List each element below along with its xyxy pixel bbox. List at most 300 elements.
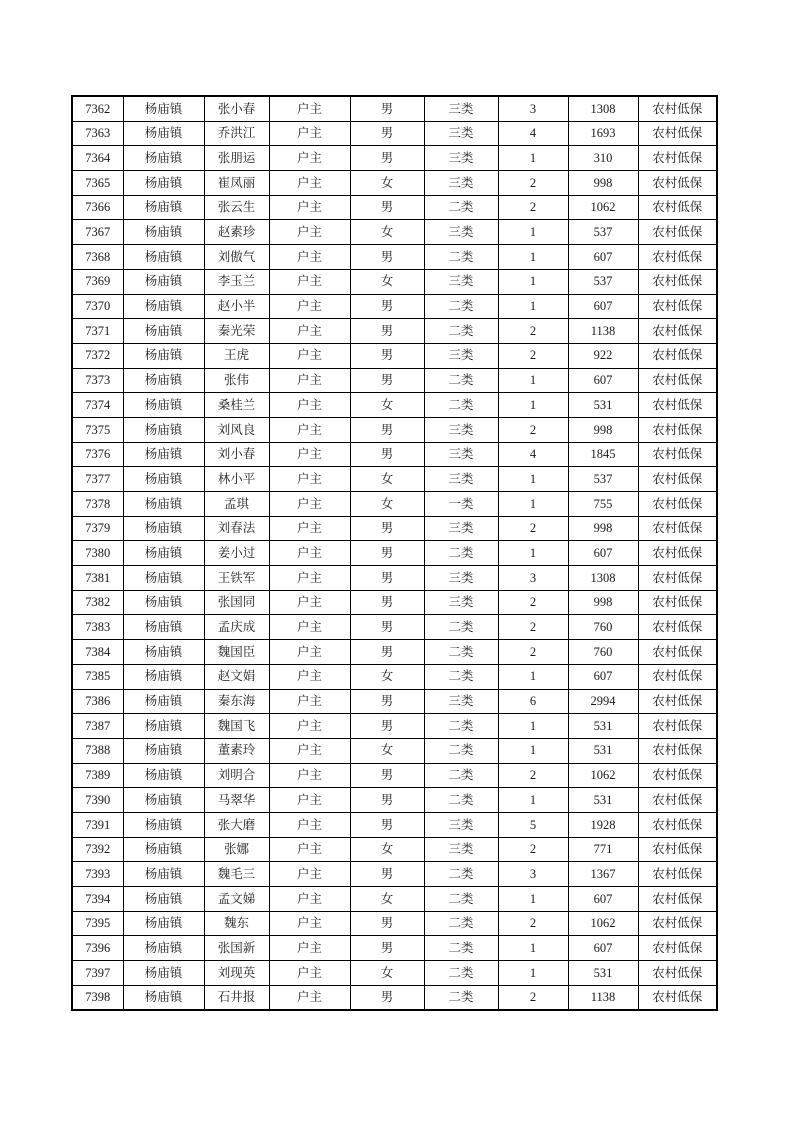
cell-name: 张国同	[204, 590, 269, 615]
cell-amount: 998	[568, 516, 638, 541]
cell-amount: 1062	[568, 911, 638, 936]
cell-name: 孟文娣	[204, 887, 269, 912]
cell-gender: 男	[350, 763, 424, 788]
cell-count: 2	[498, 590, 568, 615]
cell-amount: 607	[568, 887, 638, 912]
cell-id: 7370	[72, 294, 123, 319]
table-row	[72, 442, 717, 467]
cell-relation: 户主	[269, 146, 350, 171]
cell-town: 杨庙镇	[123, 640, 204, 665]
cell-town: 杨庙镇	[123, 911, 204, 936]
cell-count: 1	[498, 492, 568, 517]
cell-town: 杨庙镇	[123, 492, 204, 517]
cell-type: 农村低保	[638, 96, 717, 121]
cell-category: 二类	[424, 763, 498, 788]
cell-town: 杨庙镇	[123, 343, 204, 368]
cell-relation: 户主	[269, 738, 350, 763]
cell-relation: 户主	[269, 664, 350, 689]
cell-name: 张伟	[204, 368, 269, 393]
cell-count: 2	[498, 763, 568, 788]
table-row	[72, 887, 717, 912]
cell-category: 二类	[424, 294, 498, 319]
table-row	[72, 368, 717, 393]
cell-name: 孟庆成	[204, 615, 269, 640]
cell-relation: 户主	[269, 368, 350, 393]
table-row	[72, 467, 717, 492]
cell-relation: 户主	[269, 442, 350, 467]
cell-gender: 女	[350, 837, 424, 862]
cell-name: 李玉兰	[204, 269, 269, 294]
cell-category: 三类	[424, 417, 498, 442]
cell-category: 二类	[424, 887, 498, 912]
cell-relation: 户主	[269, 640, 350, 665]
cell-gender: 男	[350, 911, 424, 936]
cell-gender: 女	[350, 269, 424, 294]
table-row	[72, 837, 717, 862]
cell-count: 1	[498, 887, 568, 912]
cell-count: 1	[498, 714, 568, 739]
cell-name: 赵文娟	[204, 664, 269, 689]
cell-id: 7379	[72, 516, 123, 541]
cell-town: 杨庙镇	[123, 961, 204, 986]
cell-gender: 女	[350, 467, 424, 492]
table-row	[72, 121, 717, 146]
cell-name: 魏毛三	[204, 862, 269, 887]
cell-amount: 1308	[568, 96, 638, 121]
cell-id: 7371	[72, 319, 123, 344]
cell-amount: 1138	[568, 985, 638, 1010]
cell-gender: 男	[350, 96, 424, 121]
cell-town: 杨庙镇	[123, 245, 204, 270]
cell-count: 2	[498, 837, 568, 862]
cell-amount: 1308	[568, 566, 638, 591]
cell-name: 张云生	[204, 195, 269, 220]
cell-amount: 1367	[568, 862, 638, 887]
cell-category: 二类	[424, 368, 498, 393]
cell-count: 2	[498, 640, 568, 665]
cell-town: 杨庙镇	[123, 862, 204, 887]
table-row	[72, 171, 717, 196]
cell-type: 农村低保	[638, 664, 717, 689]
cell-type: 农村低保	[638, 936, 717, 961]
cell-category: 三类	[424, 442, 498, 467]
cell-count: 3	[498, 566, 568, 591]
cell-type: 农村低保	[638, 985, 717, 1010]
cell-id: 7377	[72, 467, 123, 492]
cell-name: 魏东	[204, 911, 269, 936]
cell-type: 农村低保	[638, 566, 717, 591]
cell-town: 杨庙镇	[123, 171, 204, 196]
cell-name: 张国新	[204, 936, 269, 961]
cell-amount: 607	[568, 664, 638, 689]
cell-gender: 男	[350, 566, 424, 591]
cell-count: 2	[498, 985, 568, 1010]
cell-type: 农村低保	[638, 911, 717, 936]
cell-name: 张大磨	[204, 812, 269, 837]
cell-id: 7366	[72, 195, 123, 220]
cell-category: 二类	[424, 319, 498, 344]
cell-relation: 户主	[269, 121, 350, 146]
cell-amount: 1138	[568, 319, 638, 344]
cell-type: 农村低保	[638, 640, 717, 665]
cell-gender: 男	[350, 862, 424, 887]
cell-name: 秦光荣	[204, 319, 269, 344]
cell-amount: 531	[568, 738, 638, 763]
cell-town: 杨庙镇	[123, 985, 204, 1010]
table-row	[72, 936, 717, 961]
cell-town: 杨庙镇	[123, 393, 204, 418]
cell-name: 乔洪江	[204, 121, 269, 146]
cell-name: 崔凤丽	[204, 171, 269, 196]
table-row	[72, 343, 717, 368]
cell-relation: 户主	[269, 171, 350, 196]
cell-name: 刘小春	[204, 442, 269, 467]
cell-count: 1	[498, 368, 568, 393]
cell-type: 农村低保	[638, 961, 717, 986]
cell-amount: 607	[568, 294, 638, 319]
cell-amount: 537	[568, 269, 638, 294]
cell-relation: 户主	[269, 343, 350, 368]
table-row	[72, 763, 717, 788]
cell-count: 1	[498, 393, 568, 418]
cell-amount: 755	[568, 492, 638, 517]
cell-type: 农村低保	[638, 146, 717, 171]
cell-amount: 531	[568, 788, 638, 813]
cell-gender: 女	[350, 220, 424, 245]
cell-category: 三类	[424, 96, 498, 121]
cell-category: 二类	[424, 961, 498, 986]
cell-type: 农村低保	[638, 442, 717, 467]
cell-town: 杨庙镇	[123, 788, 204, 813]
cell-amount: 607	[568, 245, 638, 270]
cell-gender: 女	[350, 492, 424, 517]
cell-gender: 女	[350, 393, 424, 418]
cell-id: 7374	[72, 393, 123, 418]
cell-town: 杨庙镇	[123, 96, 204, 121]
cell-name: 王铁军	[204, 566, 269, 591]
cell-amount: 760	[568, 640, 638, 665]
cell-category: 三类	[424, 837, 498, 862]
cell-category: 二类	[424, 615, 498, 640]
table-row	[72, 220, 717, 245]
cell-count: 1	[498, 146, 568, 171]
cell-id: 7368	[72, 245, 123, 270]
cell-name: 张小春	[204, 96, 269, 121]
cell-type: 农村低保	[638, 837, 717, 862]
cell-category: 三类	[424, 812, 498, 837]
cell-amount: 771	[568, 837, 638, 862]
cell-town: 杨庙镇	[123, 368, 204, 393]
cell-name: 刘现英	[204, 961, 269, 986]
cell-category: 三类	[424, 590, 498, 615]
cell-town: 杨庙镇	[123, 442, 204, 467]
cell-town: 杨庙镇	[123, 812, 204, 837]
cell-category: 二类	[424, 788, 498, 813]
cell-id: 7393	[72, 862, 123, 887]
table-row	[72, 985, 717, 1010]
table-row	[72, 689, 717, 714]
cell-relation: 户主	[269, 985, 350, 1010]
cell-gender: 男	[350, 442, 424, 467]
table-row	[72, 245, 717, 270]
cell-relation: 户主	[269, 615, 350, 640]
cell-name: 张娜	[204, 837, 269, 862]
cell-relation: 户主	[269, 936, 350, 961]
cell-name: 魏国臣	[204, 640, 269, 665]
cell-relation: 户主	[269, 837, 350, 862]
cell-category: 二类	[424, 862, 498, 887]
cell-type: 农村低保	[638, 171, 717, 196]
cell-id: 7376	[72, 442, 123, 467]
table-row	[72, 738, 717, 763]
cell-relation: 户主	[269, 541, 350, 566]
cell-town: 杨庙镇	[123, 714, 204, 739]
cell-count: 6	[498, 689, 568, 714]
cell-relation: 户主	[269, 714, 350, 739]
table-row	[72, 862, 717, 887]
cell-name: 董素玲	[204, 738, 269, 763]
cell-town: 杨庙镇	[123, 319, 204, 344]
cell-amount: 1062	[568, 763, 638, 788]
cell-gender: 男	[350, 417, 424, 442]
cell-amount: 537	[568, 467, 638, 492]
cell-type: 农村低保	[638, 492, 717, 517]
cell-town: 杨庙镇	[123, 936, 204, 961]
cell-id: 7387	[72, 714, 123, 739]
table-row	[72, 640, 717, 665]
cell-type: 农村低保	[638, 368, 717, 393]
cell-gender: 男	[350, 714, 424, 739]
cell-id: 7389	[72, 763, 123, 788]
cell-relation: 户主	[269, 294, 350, 319]
table-row	[72, 566, 717, 591]
cell-amount: 1693	[568, 121, 638, 146]
cell-count: 1	[498, 788, 568, 813]
cell-count: 3	[498, 96, 568, 121]
table-row	[72, 393, 717, 418]
cell-gender: 男	[350, 319, 424, 344]
cell-name: 赵素珍	[204, 220, 269, 245]
table-row	[72, 96, 717, 121]
table-row	[72, 319, 717, 344]
cell-id: 7384	[72, 640, 123, 665]
cell-name: 刘风良	[204, 417, 269, 442]
cell-count: 5	[498, 812, 568, 837]
cell-count: 2	[498, 195, 568, 220]
cell-name: 赵小半	[204, 294, 269, 319]
cell-id: 7367	[72, 220, 123, 245]
cell-id: 7363	[72, 121, 123, 146]
cell-gender: 男	[350, 615, 424, 640]
cell-id: 7391	[72, 812, 123, 837]
cell-gender: 男	[350, 245, 424, 270]
cell-town: 杨庙镇	[123, 516, 204, 541]
table-row	[72, 714, 717, 739]
table-row	[72, 961, 717, 986]
cell-gender: 男	[350, 936, 424, 961]
cell-id: 7397	[72, 961, 123, 986]
cell-town: 杨庙镇	[123, 837, 204, 862]
cell-name: 孟琪	[204, 492, 269, 517]
cell-relation: 户主	[269, 492, 350, 517]
cell-name: 刘明合	[204, 763, 269, 788]
cell-category: 三类	[424, 467, 498, 492]
cell-gender: 女	[350, 664, 424, 689]
cell-name: 刘春法	[204, 516, 269, 541]
cell-amount: 531	[568, 393, 638, 418]
cell-gender: 男	[350, 343, 424, 368]
cell-name: 林小平	[204, 467, 269, 492]
cell-id: 7385	[72, 664, 123, 689]
cell-category: 一类	[424, 492, 498, 517]
table-row	[72, 417, 717, 442]
cell-count: 2	[498, 343, 568, 368]
cell-count: 2	[498, 171, 568, 196]
cell-count: 3	[498, 862, 568, 887]
cell-type: 农村低保	[638, 343, 717, 368]
cell-id: 7381	[72, 566, 123, 591]
cell-gender: 男	[350, 121, 424, 146]
cell-name: 桑桂兰	[204, 393, 269, 418]
cell-count: 2	[498, 319, 568, 344]
cell-type: 农村低保	[638, 417, 717, 442]
cell-category: 二类	[424, 245, 498, 270]
cell-count: 1	[498, 245, 568, 270]
cell-gender: 男	[350, 146, 424, 171]
cell-type: 农村低保	[638, 294, 717, 319]
cell-id: 7372	[72, 343, 123, 368]
cell-id: 7380	[72, 541, 123, 566]
cell-count: 2	[498, 516, 568, 541]
table-row	[72, 541, 717, 566]
cell-id: 7395	[72, 911, 123, 936]
cell-town: 杨庙镇	[123, 121, 204, 146]
cell-amount: 531	[568, 961, 638, 986]
cell-relation: 户主	[269, 393, 350, 418]
cell-amount: 1062	[568, 195, 638, 220]
cell-gender: 女	[350, 171, 424, 196]
cell-town: 杨庙镇	[123, 738, 204, 763]
cell-amount: 998	[568, 417, 638, 442]
cell-name: 王虎	[204, 343, 269, 368]
cell-category: 三类	[424, 121, 498, 146]
cell-type: 农村低保	[638, 862, 717, 887]
cell-relation: 户主	[269, 689, 350, 714]
cell-town: 杨庙镇	[123, 417, 204, 442]
cell-type: 农村低保	[638, 195, 717, 220]
cell-type: 农村低保	[638, 714, 717, 739]
cell-amount: 760	[568, 615, 638, 640]
cell-relation: 户主	[269, 195, 350, 220]
cell-id: 7375	[72, 417, 123, 442]
cell-id: 7394	[72, 887, 123, 912]
cell-town: 杨庙镇	[123, 294, 204, 319]
cell-gender: 男	[350, 541, 424, 566]
cell-name: 张朋运	[204, 146, 269, 171]
table-row	[72, 516, 717, 541]
cell-amount: 531	[568, 714, 638, 739]
cell-relation: 户主	[269, 96, 350, 121]
cell-amount: 537	[568, 220, 638, 245]
cell-id: 7388	[72, 738, 123, 763]
cell-count: 1	[498, 936, 568, 961]
cell-relation: 户主	[269, 812, 350, 837]
cell-amount: 1928	[568, 812, 638, 837]
cell-category: 二类	[424, 936, 498, 961]
cell-category: 二类	[424, 911, 498, 936]
cell-gender: 男	[350, 516, 424, 541]
cell-gender: 男	[350, 195, 424, 220]
cell-name: 姜小过	[204, 541, 269, 566]
cell-id: 7392	[72, 837, 123, 862]
cell-gender: 男	[350, 640, 424, 665]
cell-town: 杨庙镇	[123, 615, 204, 640]
cell-count: 1	[498, 467, 568, 492]
cell-type: 农村低保	[638, 738, 717, 763]
table-row	[72, 590, 717, 615]
cell-count: 2	[498, 911, 568, 936]
cell-category: 三类	[424, 269, 498, 294]
cell-type: 农村低保	[638, 887, 717, 912]
cell-category: 二类	[424, 195, 498, 220]
cell-name: 秦东海	[204, 689, 269, 714]
cell-count: 1	[498, 220, 568, 245]
cell-relation: 户主	[269, 911, 350, 936]
cell-town: 杨庙镇	[123, 467, 204, 492]
cell-relation: 户主	[269, 319, 350, 344]
cell-gender: 男	[350, 590, 424, 615]
cell-count: 4	[498, 442, 568, 467]
cell-relation: 户主	[269, 961, 350, 986]
cell-gender: 男	[350, 985, 424, 1010]
cell-town: 杨庙镇	[123, 566, 204, 591]
cell-count: 1	[498, 961, 568, 986]
cell-town: 杨庙镇	[123, 541, 204, 566]
cell-amount: 607	[568, 541, 638, 566]
table-body	[72, 96, 717, 1010]
cell-type: 农村低保	[638, 393, 717, 418]
cell-id: 7365	[72, 171, 123, 196]
cell-count: 2	[498, 615, 568, 640]
table-row	[72, 615, 717, 640]
cell-category: 三类	[424, 516, 498, 541]
cell-type: 农村低保	[638, 245, 717, 270]
cell-amount: 607	[568, 368, 638, 393]
cell-town: 杨庙镇	[123, 689, 204, 714]
table-row	[72, 812, 717, 837]
cell-gender: 男	[350, 812, 424, 837]
cell-gender: 男	[350, 788, 424, 813]
cell-category: 二类	[424, 714, 498, 739]
cell-id: 7382	[72, 590, 123, 615]
cell-id: 7362	[72, 96, 123, 121]
cell-name: 刘傲气	[204, 245, 269, 270]
table-row	[72, 664, 717, 689]
cell-count: 1	[498, 541, 568, 566]
cell-id: 7373	[72, 368, 123, 393]
cell-category: 三类	[424, 220, 498, 245]
cell-type: 农村低保	[638, 812, 717, 837]
cell-amount: 2994	[568, 689, 638, 714]
cell-category: 三类	[424, 689, 498, 714]
cell-id: 7378	[72, 492, 123, 517]
cell-name: 石井报	[204, 985, 269, 1010]
cell-category: 三类	[424, 343, 498, 368]
cell-id: 7364	[72, 146, 123, 171]
cell-amount: 998	[568, 590, 638, 615]
table-row	[72, 911, 717, 936]
cell-gender: 男	[350, 689, 424, 714]
